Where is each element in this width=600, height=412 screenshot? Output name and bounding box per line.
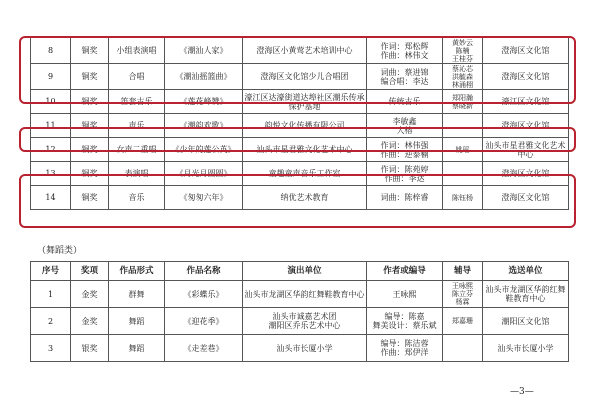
table-row <box>31 308 569 335</box>
award-cell: 铜奖 <box>71 38 109 64</box>
title-cell: 《潮韵欢歌》 <box>165 114 243 138</box>
table-header-row <box>31 262 569 281</box>
form-cell: 音乐 <box>109 186 165 210</box>
title-cell: 《彩蝶乐》 <box>165 281 243 308</box>
table-row <box>31 114 569 138</box>
unit-cell: 澄海区文化馆少儿合唱团 <box>243 64 367 90</box>
column-header: 序号 <box>31 262 71 281</box>
row-number: 8 <box>31 38 71 64</box>
form-cell: 女声二重唱 <box>109 138 165 162</box>
form-cell: 合唱 <box>109 64 165 90</box>
row-number: 1 <box>31 281 71 308</box>
award-cell: 铜奖 <box>71 138 109 162</box>
authors-cell: 词曲：蔡进锦 编合唱：李达 <box>367 64 443 90</box>
title-cell: 《潮汕人家》 <box>165 38 243 64</box>
unit-cell: 童趣童声音乐工作室 <box>243 162 367 186</box>
unit-cell: 澄海区小黄莺艺术培训中心 <box>243 38 367 64</box>
recommender-cell: 潮阳区文化馆 <box>483 308 569 335</box>
row-number: 13 <box>31 162 71 186</box>
unit-cell: 汕头市龙湖区华韵红舞鞋教育中心 <box>243 281 367 308</box>
row-number: 14 <box>31 186 71 210</box>
form-cell: 表演唱 <box>109 162 165 186</box>
authors-cell: 作词：陈苑婷 作曲：李达 <box>367 162 443 186</box>
coach-cell: 陈钰杨 <box>443 186 483 210</box>
column-header: 作品名称 <box>165 262 243 281</box>
unit-cell: 纳优艺术教育 <box>243 186 367 210</box>
award-cell: 铜奖 <box>71 162 109 186</box>
table-row <box>31 38 569 64</box>
column-header: 选送单位 <box>483 262 569 281</box>
authors-cell: 作词：林伟强 作曲：逆泰楠 <box>367 138 443 162</box>
award-cell: 铜奖 <box>71 186 109 210</box>
page-number: —3— <box>510 387 534 397</box>
coach-cell: 蔡沁芯 洪毓森 林涌栩 <box>443 64 483 90</box>
title-cell: 《莲花峰赞》 <box>165 90 243 114</box>
table-row <box>31 162 569 186</box>
authors-cell: 编导：陈洁蓉 作曲：郑伊洋 <box>367 335 443 362</box>
authors-cell: 编导：陈嘉 舞美设计：蔡乐斌 <box>367 308 443 335</box>
table-row <box>31 186 569 210</box>
row-number: 10 <box>31 90 71 114</box>
title-cell: 《潮汕摇篮曲》 <box>165 64 243 90</box>
coach-cell: 郑阳瀚 蔡晓新 <box>443 90 483 114</box>
dance-section-heading: （舞蹈类） <box>37 246 83 256</box>
award-cell: 银奖 <box>71 335 109 362</box>
table-row <box>31 138 569 162</box>
form-cell: 舞蹈 <box>109 308 165 335</box>
unit-cell: 濠江区达濠街道达埠社区潮乐传承保护基地 <box>243 90 367 114</box>
coach-cell: 黄妙云 陈楠 王桂芬 <box>443 38 483 64</box>
award-cell: 金奖 <box>71 308 109 335</box>
column-header: 奖项 <box>71 262 109 281</box>
title-cell: 《匆匆六年》 <box>165 186 243 210</box>
recommender-cell: 汕头市长厦小学 <box>483 335 569 362</box>
column-header: 辅导 <box>443 262 483 281</box>
recommender-cell: 澄海区文化馆 <box>483 162 569 186</box>
form-cell: 群舞 <box>109 281 165 308</box>
unit-cell: 汕头市星君雅文化艺术中心 <box>243 138 367 162</box>
title-cell: 《迎花季》 <box>165 308 243 335</box>
table-row <box>31 281 569 308</box>
recommender-cell: 澄海区文化馆 <box>483 186 569 210</box>
coach-cell: 郑嘉珊 <box>443 308 483 335</box>
award-cell: 铜奖 <box>71 90 109 114</box>
recommender-cell: 澄海区文化馆 <box>483 64 569 90</box>
unit-cell: 汕头市诚嘉艺术团 潮阳区乔乐艺术中心 <box>243 308 367 335</box>
authors-cell: 李敏鑫 大榕 <box>367 114 443 138</box>
table-row <box>31 335 569 362</box>
coach-cell <box>443 114 483 138</box>
title-cell: 《月光月圆圆》 <box>165 162 243 186</box>
unit-cell: 汕头市长厦小学 <box>243 335 367 362</box>
recommender-cell: 濠江区文化馆 <box>483 90 569 114</box>
coach-cell: 姚瑶 <box>443 138 483 162</box>
recommender-cell: 澄海区文化馆 <box>483 114 569 138</box>
table-row <box>31 90 569 114</box>
unit-cell: 韵悦文化传播有限公司 <box>243 114 367 138</box>
music-awards-table <box>30 37 569 210</box>
row-number: 11 <box>31 114 71 138</box>
row-number: 12 <box>31 138 71 162</box>
form-cell: 笛套古乐 <box>109 90 165 114</box>
column-header: 演出单位 <box>243 262 367 281</box>
coach-cell <box>443 335 483 362</box>
award-cell: 铜奖 <box>71 114 109 138</box>
recommender-cell: 汕头市龙湖区华韵红舞鞋教育中心 <box>483 281 569 308</box>
column-header: 作者或编导 <box>367 262 443 281</box>
dance-awards-table <box>30 261 569 362</box>
coach-cell: 王咏熙 陈立芬 杨霖 <box>443 281 483 308</box>
recommender-cell: 澄海区文化馆 <box>483 38 569 64</box>
row-number: 9 <box>31 64 71 90</box>
authors-cell: 作词：郑松辉 作曲：林伟文 <box>367 38 443 64</box>
authors-cell: 王咏熙 <box>367 281 443 308</box>
table-row <box>31 64 569 90</box>
award-cell: 铜奖 <box>71 64 109 90</box>
form-cell: 声乐 <box>109 114 165 138</box>
award-cell: 金奖 <box>71 281 109 308</box>
authors-cell: 词曲：陈梓睿 <box>367 186 443 210</box>
form-cell: 小组表演唱 <box>109 38 165 64</box>
recommender-cell: 汕头市星君雅文化艺术中心 <box>483 138 569 162</box>
row-number: 2 <box>31 308 71 335</box>
form-cell: 舞蹈 <box>109 335 165 362</box>
authors-cell: 传统古乐 <box>367 90 443 114</box>
title-cell: 《少年的莲公英》 <box>165 138 243 162</box>
title-cell: 《走差巷》 <box>165 335 243 362</box>
row-number: 3 <box>31 335 71 362</box>
coach-cell <box>443 162 483 186</box>
column-header: 作品形式 <box>109 262 165 281</box>
